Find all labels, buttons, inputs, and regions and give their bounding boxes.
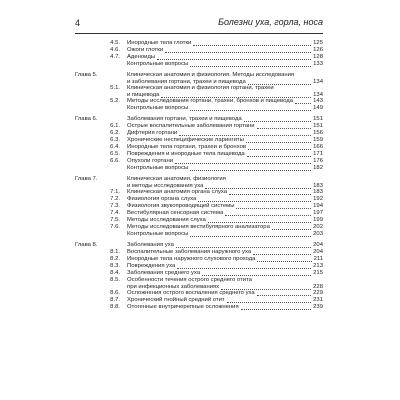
toc-entry-title: Повреждения уха [127, 263, 176, 269]
toc-entry-number: 7.6. [110, 224, 120, 230]
dot-leader [193, 45, 311, 46]
toc-entry-title: Физиология звукопроводящей системы [127, 203, 235, 209]
dot-leader [225, 215, 311, 216]
toc-entry-page: 182 [313, 165, 323, 171]
toc-entry[interactable] [75, 123, 323, 130]
toc-entry[interactable] [75, 256, 323, 263]
dot-leader [190, 170, 311, 171]
dot-leader [227, 302, 312, 303]
dot-leader [190, 110, 311, 111]
toc-entry-title: Особенности течения острого среднего отита [127, 277, 252, 283]
toc-entry-title: Острые воспалительные заболевания гортани [127, 123, 255, 129]
toc-entry[interactable] [75, 277, 323, 290]
toc-entry[interactable] [75, 165, 323, 172]
dot-leader [257, 128, 312, 129]
dot-leader [253, 254, 311, 255]
toc-entry[interactable] [75, 98, 323, 105]
toc-entry-page: 143 [313, 98, 323, 104]
toc-entry[interactable] [75, 189, 323, 196]
toc-entry[interactable] [75, 290, 323, 297]
toc-entry-number: 5.1. [110, 85, 120, 91]
toc-entry-number: 8.1. [110, 249, 120, 255]
dot-leader [257, 261, 311, 262]
toc-entry-title: Дифтерия гортани [127, 130, 178, 136]
toc-entry[interactable] [75, 40, 323, 47]
toc-entry-title: Инородные тела глотки [127, 40, 192, 46]
toc-entry[interactable] [75, 151, 323, 158]
toc-entry-number: 6.5. [110, 151, 120, 157]
toc-entry-title: Заболевания среднего уха [127, 270, 201, 276]
toc-entry-page: 239 [313, 304, 323, 310]
toc-entry-page: 192 [313, 196, 323, 202]
toc-entry-title: Заболевания уха [127, 242, 174, 248]
toc-entry-title: Ожоги глотки [127, 47, 164, 53]
toc-entry-page: 194 [313, 203, 323, 209]
running-title: Болезни уха, горла, носа [218, 17, 323, 27]
toc-entry-title: Контрольные вопросы [127, 165, 189, 171]
toc-entry-number: 8.7. [110, 297, 120, 303]
page-number: 4 [75, 18, 81, 28]
toc-entry-number: 6.6. [110, 158, 120, 164]
toc-chapter-entry[interactable] [75, 116, 323, 123]
toc-entry-page: 151 [313, 116, 323, 122]
dot-leader [236, 208, 311, 209]
toc-entry[interactable] [75, 196, 323, 203]
toc-entry-title: Контрольные вопросы [127, 105, 189, 111]
toc-entry-page: 204 [313, 249, 323, 255]
dot-leader [229, 194, 311, 195]
toc-entry[interactable] [75, 54, 323, 61]
dot-leader [198, 201, 311, 202]
toc-entry-number: 6.4. [110, 144, 120, 150]
dot-leader [248, 149, 311, 150]
toc-entry[interactable] [75, 105, 323, 112]
toc-entry-page: 134 [313, 79, 323, 85]
toc-entry-number: 4.7. [110, 54, 120, 60]
dot-leader [175, 163, 311, 164]
dot-leader [246, 142, 311, 143]
toc-entry-title: Аденоиды [127, 54, 156, 60]
toc-entry[interactable] [75, 270, 323, 277]
dot-leader [208, 222, 311, 223]
toc-entry-title: Хронические неспецифические ларингиты [127, 137, 244, 143]
toc-entry-number: Глава 5. [75, 72, 98, 78]
dot-leader [247, 156, 311, 157]
toc-entry[interactable] [75, 217, 323, 224]
toc-entry-title: Физиология органа слуха [127, 196, 197, 202]
dot-leader [272, 229, 311, 230]
toc-entry-page: 231 [313, 297, 323, 303]
dot-leader [257, 295, 311, 296]
toc-chapter-entry[interactable] [75, 176, 323, 189]
toc-entry-page: 229 [313, 290, 323, 296]
table-of-contents [75, 40, 323, 311]
toc-entry-title: Отогенные внутричерепные осложнения [127, 304, 239, 310]
toc-entry-number: 7.5. [110, 217, 120, 223]
toc-entry-title: Инородные тела гортани, трахеи и бронхов [127, 144, 246, 150]
toc-entry-page: 166 [313, 144, 323, 150]
toc-entry-page: 215 [313, 270, 323, 276]
toc-entry-page: 202 [313, 224, 323, 230]
toc-entry-page: 149 [313, 105, 323, 111]
toc-entry-title: и методы исследования уха [127, 183, 204, 189]
toc-entry-page: 197 [313, 210, 323, 216]
toc-entry[interactable] [75, 210, 323, 217]
toc-entry-number: 8.8. [110, 304, 120, 310]
toc-chapter-entry[interactable] [75, 242, 323, 249]
toc-entry-title: Клиническая анатомия, физиология [127, 176, 226, 182]
dot-leader [176, 247, 311, 248]
toc-entry[interactable] [75, 304, 323, 311]
toc-entry-page: 171 [313, 151, 323, 157]
dot-leader [244, 121, 311, 122]
toc-entry-page: 183 [313, 189, 323, 195]
toc-entry-title: и пищевода [127, 92, 160, 98]
toc-entry-number: 5.2. [110, 98, 120, 104]
toc-entry-number: 8.5. [110, 277, 120, 283]
toc-entry-number: 7.3. [110, 203, 120, 209]
toc-entry[interactable] [75, 47, 323, 54]
toc-entry-number: 6.1. [110, 123, 120, 129]
dot-leader [241, 309, 312, 310]
toc-entry-page: 156 [313, 130, 323, 136]
toc-entry-number: 4.5. [110, 40, 120, 46]
toc-entry-page: 133 [313, 61, 323, 67]
toc-entry[interactable] [75, 158, 323, 165]
toc-entry-page: 176 [313, 158, 323, 164]
toc-entry-page: 211 [313, 256, 323, 262]
toc-entry-title: Инородные тела наружного слухового прохода [127, 256, 256, 262]
toc-entry-title: Повреждения и инородные тела пищевода [127, 151, 245, 157]
dot-leader [190, 66, 311, 67]
toc-entry-title: Контрольные вопросы [127, 61, 189, 67]
toc-entry-number: 6.2. [110, 130, 120, 136]
dot-leader [190, 236, 311, 237]
toc-entry-page: 134 [313, 92, 323, 98]
toc-entry[interactable] [75, 203, 323, 210]
toc-entry-title: Методы исследования вестибулярного анализатора [127, 224, 270, 230]
toc-entry-page: 183 [313, 183, 323, 189]
toc-entry-title: Воспалительные заболевания наружного уха [127, 249, 252, 255]
toc-entry-title: Осложнения острого воспаления среднего уха [127, 290, 255, 296]
toc-entry-number: 8.6. [110, 290, 120, 296]
toc-entry-number: 4.6. [110, 47, 120, 53]
toc-entry-title: и заболевания гортани, трахеи и пищевода [127, 79, 246, 85]
toc-entry[interactable] [75, 144, 323, 151]
toc-entry-page: 128 [313, 54, 323, 60]
toc-entry-number: 7.1. [110, 189, 120, 195]
dot-leader [179, 135, 311, 136]
dot-leader [202, 275, 311, 276]
toc-entry-number: 8.4. [110, 270, 120, 276]
toc-entry[interactable] [75, 297, 323, 304]
toc-entry[interactable] [75, 263, 323, 270]
toc-entry-page: 213 [313, 263, 323, 269]
toc-entry[interactable] [75, 137, 323, 144]
toc-entry-number: Глава 7. [75, 176, 98, 182]
toc-entry[interactable] [75, 224, 323, 231]
toc-entry-title: при инфекционных заболеваниях [127, 284, 220, 290]
toc-entry[interactable] [75, 130, 323, 137]
toc-entry-title: Методы исследования гортани, трахеи, бронхов и пищевода [127, 98, 293, 104]
toc-entry-title: Клиническая анатомия органа слуха [127, 189, 228, 195]
toc-entry[interactable] [75, 61, 323, 68]
toc-entry-number: Глава 6. [75, 116, 98, 122]
toc-entry[interactable] [75, 249, 323, 256]
toc-entry-page: 126 [313, 47, 323, 53]
toc-entry-number: 6.3. [110, 137, 120, 143]
toc-entry-number: Глава 8. [75, 242, 98, 248]
toc-entry-title: Методы исследования слуха [127, 217, 206, 223]
toc-entry-number: 8.2. [110, 256, 120, 262]
toc-entry-page: 159 [313, 137, 323, 143]
toc-entry-title: Клиническая анатомия и физиология гортани, трахеи [127, 85, 274, 91]
toc-chapter-entry[interactable] [75, 72, 323, 85]
dot-leader [165, 52, 311, 53]
toc-entry-title: Заболевания гортани, трахеи и пищевода [127, 116, 242, 122]
toc-entry-page: 151 [313, 123, 323, 129]
dot-leader [177, 268, 311, 269]
toc-entry-page: 199 [313, 217, 323, 223]
toc-entry-page: 125 [313, 40, 323, 46]
dot-leader [295, 103, 311, 104]
toc-entry-number: 8.3. [110, 263, 120, 269]
toc-entry-title: Опухоли гортани [127, 158, 173, 164]
toc-entry[interactable] [75, 231, 323, 238]
toc-entry-page: 203 [313, 231, 323, 237]
toc-entry-number: 7.2. [110, 196, 120, 202]
page-header [75, 15, 323, 34]
toc-entry-page: 204 [313, 242, 323, 248]
toc-entry-title: Клиническая анатомия и физиология. Методы исследования [127, 72, 295, 78]
dot-leader [157, 59, 311, 60]
toc-entry-page: 228 [313, 284, 323, 290]
toc-entry-title: Вестибулярная сенсорная система [127, 210, 224, 216]
toc-entry-number: 7.4. [110, 210, 120, 216]
toc-entry-title: Контрольные вопросы [127, 231, 189, 237]
toc-entry[interactable] [75, 85, 323, 98]
toc-entry-title: Хронический гнойный средний отит [127, 297, 225, 303]
